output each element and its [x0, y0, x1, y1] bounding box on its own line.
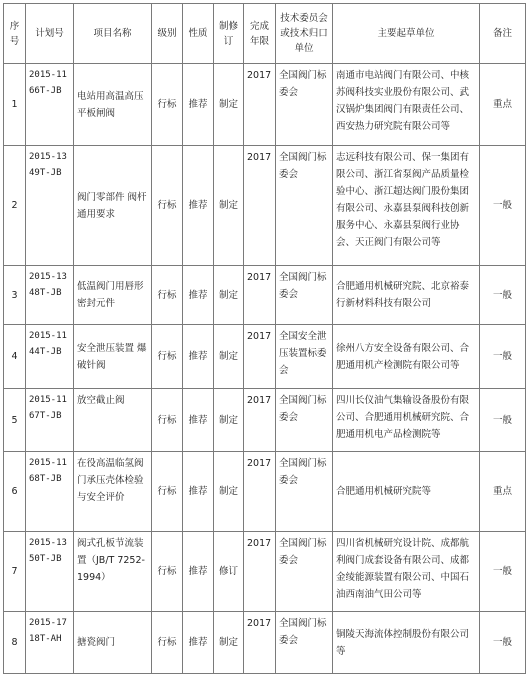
table-row — [4, 532, 526, 612]
row-nature: 推荐 — [183, 146, 214, 266]
table-row — [4, 64, 526, 146]
table-row — [4, 146, 526, 266]
row-committee: 全国阀门标委会 — [276, 452, 333, 532]
row-nature: 推荐 — [183, 452, 214, 532]
row-note: 重点 — [480, 452, 526, 532]
row-note: 重点 — [480, 64, 526, 146]
header-row — [4, 4, 526, 64]
row-seq: 5 — [4, 389, 26, 452]
row-note: 一般 — [480, 325, 526, 389]
row-year: 2017 — [244, 64, 276, 146]
row-committee: 全国阀门标委会 — [276, 64, 333, 146]
row-nature: 推荐 — [183, 64, 214, 146]
row-seq: 1 — [4, 64, 26, 146]
header-project-name: 项目名称 — [74, 4, 152, 64]
row-year: 2017 — [244, 146, 276, 266]
row-drafters: 徐州八方安全设备有限公司、合肥通用机产检测院有限公司等 — [333, 325, 480, 389]
row-year: 2017 — [244, 266, 276, 325]
row-drafters: 合肥通用机械研究院、北京裕泰行新材料科技有限公司 — [333, 266, 480, 325]
row-year: 2017 — [244, 325, 276, 389]
row-note: 一般 — [480, 612, 526, 674]
row-committee: 全国安全泄压装置标委会 — [276, 325, 333, 389]
table-row — [4, 612, 526, 674]
header-year: 完成年限 — [244, 4, 276, 64]
row-nature: 推荐 — [183, 389, 214, 452]
row-drafters: 四川长仪油气集输设备股份有限公司、合肥通用机械研究院、合肥通用机电产品检测院等 — [333, 389, 480, 452]
header-drafters: 主要起草单位 — [333, 4, 480, 64]
row-seq: 4 — [4, 325, 26, 389]
row-project-name: 电站用高温高压平板闸阀 — [74, 64, 152, 146]
row-note: 一般 — [480, 389, 526, 452]
row-plan-no: 2015-1349T-JB — [26, 146, 74, 266]
row-plan-no: 2015-1144T-JB — [26, 325, 74, 389]
row-year: 2017 — [244, 612, 276, 674]
row-revision: 制定 — [214, 452, 244, 532]
header-level: 级别 — [152, 4, 183, 64]
row-revision: 制定 — [214, 64, 244, 146]
row-year: 2017 — [244, 389, 276, 452]
row-seq: 6 — [4, 452, 26, 532]
row-plan-no: 2015-1168T-JB — [26, 452, 74, 532]
row-plan-no: 2015-1166T-JB — [26, 64, 74, 146]
row-project-name: 搪瓷阀门 — [74, 612, 152, 674]
row-project-name: 阀门零部件 阀杆通用要求 — [74, 146, 152, 266]
row-committee: 全国阀门标委会 — [276, 532, 333, 612]
table-row — [4, 266, 526, 325]
row-revision: 制定 — [214, 612, 244, 674]
row-seq: 7 — [4, 532, 26, 612]
row-revision: 制定 — [214, 146, 244, 266]
header-plan-no: 计划号 — [26, 4, 74, 64]
row-note: 一般 — [480, 532, 526, 612]
row-nature: 推荐 — [183, 612, 214, 674]
row-drafters: 志远科技有限公司、保一集团有限公司、浙江省泵阀产品质量检验中心、浙江超达阀门股份集团有限公司、永嘉县泵阀科技创新服务中心、永嘉县泵阀行业协会、天正阀门有限公司等 — [333, 146, 480, 266]
row-level: 行标 — [152, 389, 183, 452]
row-year: 2017 — [244, 532, 276, 612]
row-revision: 制定 — [214, 325, 244, 389]
header-revision: 制修订 — [214, 4, 244, 64]
row-plan-no: 2015-1167T-JB — [26, 389, 74, 452]
table-row — [4, 325, 526, 389]
row-committee: 全国阀门标委会 — [276, 389, 333, 452]
row-seq: 3 — [4, 266, 26, 325]
row-nature: 推荐 — [183, 325, 214, 389]
row-drafters: 南通市电站阀门有限公司、中核苏阀科技实业股份有限公司、武汉锅炉集团阀门有限责任公司、西安热力研究院有限公司等 — [333, 64, 480, 146]
row-nature: 推荐 — [183, 266, 214, 325]
row-plan-no: 2015-1350T-JB — [26, 532, 74, 612]
header-seq: 序号 — [4, 4, 26, 64]
table-row — [4, 389, 526, 452]
header-committee: 技术委员会或技术归口单位 — [276, 4, 333, 64]
row-level: 行标 — [152, 64, 183, 146]
row-project-name: 放空截止阀 — [74, 389, 152, 452]
standards-plan-table — [3, 3, 526, 674]
row-seq: 8 — [4, 612, 26, 674]
row-drafters: 合肥通用机械研究院等 — [333, 452, 480, 532]
row-project-name: 低温阀门用唇形密封元件 — [74, 266, 152, 325]
row-project-name: 阀式孔板节流装置（JB/T 7252-1994） — [74, 532, 152, 612]
row-nature: 推荐 — [183, 532, 214, 612]
header-note: 备注 — [480, 4, 526, 64]
header-nature: 性质 — [183, 4, 214, 64]
row-level: 行标 — [152, 266, 183, 325]
row-level: 行标 — [152, 612, 183, 674]
row-committee: 全国阀门标委会 — [276, 266, 333, 325]
table-row — [4, 452, 526, 532]
row-note: 一般 — [480, 266, 526, 325]
row-committee: 全国阀门标委会 — [276, 612, 333, 674]
row-level: 行标 — [152, 532, 183, 612]
row-revision: 制定 — [214, 266, 244, 325]
row-project-name: 在役高温临氢阀门承压壳体检验与安全评价 — [74, 452, 152, 532]
row-plan-no: 2015-1718T-AH — [26, 612, 74, 674]
row-year: 2017 — [244, 452, 276, 532]
row-seq: 2 — [4, 146, 26, 266]
row-level: 行标 — [152, 146, 183, 266]
row-committee: 全国阀门标委会 — [276, 146, 333, 266]
row-level: 行标 — [152, 452, 183, 532]
row-revision: 修订 — [214, 532, 244, 612]
row-revision: 制定 — [214, 389, 244, 452]
row-drafters: 四川省机械研究设计院、成都航利阀门成套设备有限公司、成都金绫能源装置有限公司、中国石油西南油气田公司等 — [333, 532, 480, 612]
row-note: 一般 — [480, 146, 526, 266]
row-drafters: 铜陵天海流体控制股份有限公司等 — [333, 612, 480, 674]
row-project-name: 安全泄压装置 爆破针阀 — [74, 325, 152, 389]
row-plan-no: 2015-1348T-JB — [26, 266, 74, 325]
row-level: 行标 — [152, 325, 183, 389]
